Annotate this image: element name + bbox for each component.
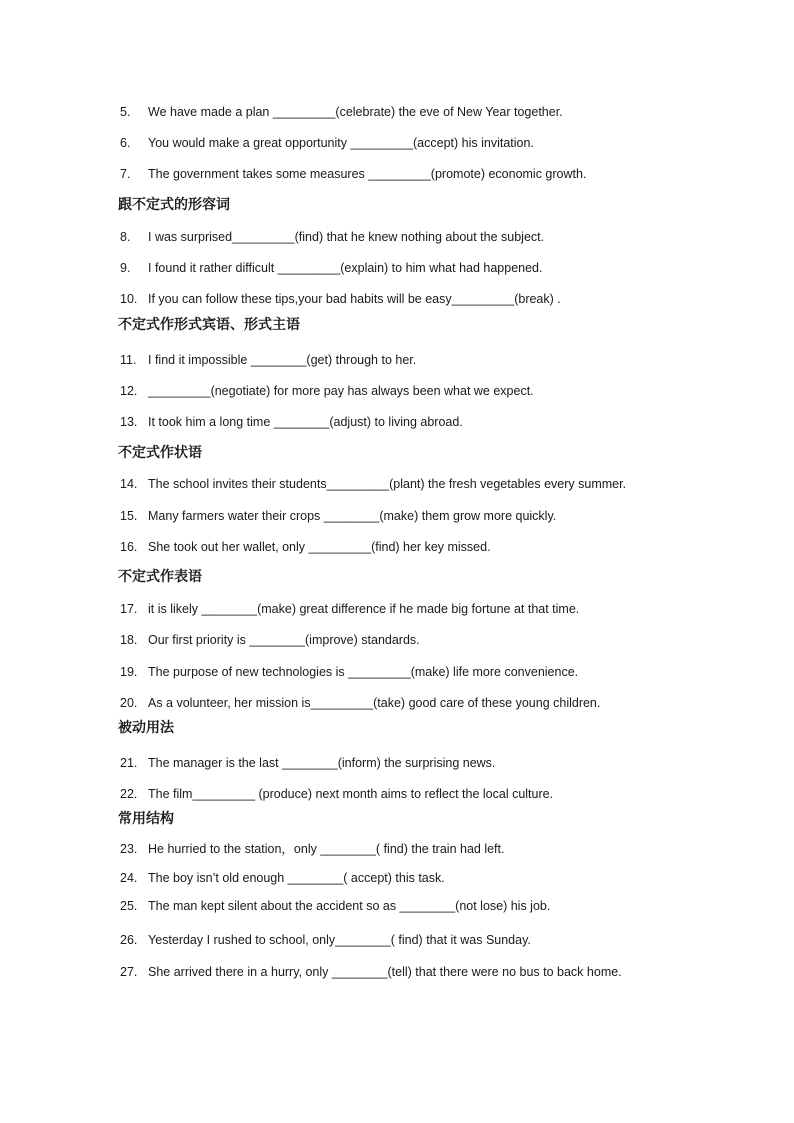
item-text: The film_________ (produce) next month aims to reflect the local culture. [148,787,554,801]
section-heading-common-structures: 常用结构 [118,811,174,827]
exercise-item-5 [120,104,563,120]
item-number: 24. [120,871,138,885]
item-text: The government takes some measures _________(promote) economic growth. [148,167,587,181]
exercise-item-19 [120,664,578,680]
item-text: I found it rather difficult _________(explain) to him what had happened. [148,261,543,275]
exercise-item-12 [120,383,534,399]
exercise-item-11 [120,352,416,368]
item-number: 13. [120,415,138,429]
exercise-item-25 [120,898,550,914]
item-number: 8. [120,230,131,244]
item-text: The manager is the last ________(inform) the surprising news. [148,756,496,770]
item-text: Many farmers water their crops ________(make) them grow more quickly. [148,509,557,523]
item-number: 12. [120,384,138,398]
item-number: 27. [120,965,138,979]
exercise-item-7 [120,166,586,182]
section-heading-adverbial: 不定式作状语 [118,445,202,461]
exercise-item-16 [120,539,491,555]
section-heading-predicative: 不定式作表语 [118,569,202,585]
item-number: 6. [120,136,131,150]
section-heading-formal-object-subject: 不定式作形式宾语、形式主语 [118,317,300,333]
item-number: 5. [120,105,131,119]
item-text: I find it impossible ________(get) through to her. [148,353,417,367]
exercise-item-9 [120,260,542,276]
item-text: You would make a great opportunity _________(accept) his invitation. [148,136,534,150]
item-text: It took him a long time ________(adjust) to living abroad. [148,415,463,429]
section-heading-adjectives: 跟不定式的形容词 [118,197,230,213]
item-number: 26. [120,933,138,947]
exercise-item-13 [120,414,463,430]
item-number: 14. [120,477,138,491]
item-number: 19. [120,665,138,679]
item-number: 11. [120,353,137,367]
section-heading-passive: 被动用法 [118,720,174,736]
item-text: The purpose of new technologies is _________(make) life more convenience. [148,665,579,679]
item-text: I was surprised_________(find) that he knew nothing about the subject. [148,230,545,244]
item-number: 17. [120,602,138,616]
item-number: 15. [120,509,138,523]
exercise-item-20 [120,695,600,711]
item-text: _________(negotiate) for more pay has always been what we expect. [148,384,534,398]
item-text: Our first priority is ________(improve) standards. [148,633,420,647]
exercise-item-6 [120,135,534,151]
item-text: The boy isn’t old enough ________( accept) this task. [148,871,445,885]
exercise-item-27 [120,964,622,980]
item-number: 18. [120,633,138,647]
item-text: We have made a plan _________(celebrate) the eve of New Year together. [148,105,563,119]
item-text: She arrived there in a hurry, only ________(tell) that there were no bus to back home. [148,965,622,979]
exercise-item-8 [120,229,544,245]
item-text: The man kept silent about the accident so as ________(not lose) his job. [148,899,551,913]
exercise-item-21 [120,755,495,771]
exercise-item-10 [120,291,561,307]
item-text: If you can follow these tips,your bad habits will be easy_________(break) . [148,292,561,306]
exercise-item-18 [120,632,420,648]
item-text: it is likely ________(make) great difference if he made big fortune at that time. [148,602,580,616]
exercise-item-17 [120,601,579,617]
item-number: 9. [120,261,131,275]
item-number: 10. [120,292,138,306]
item-number: 16. [120,540,138,554]
item-text: She took out her wallet, only _________(find) her key missed. [148,540,491,554]
exercise-item-24 [120,870,445,886]
exercise-item-26 [120,932,531,948]
exercise-item-23 [120,841,504,857]
item-number: 7. [120,167,131,181]
exercise-item-15 [120,508,556,524]
item-number: 21. [120,756,138,770]
item-number: 25. [120,899,138,913]
item-text: As a volunteer, her mission is_________(take) good care of these young children. [148,696,601,710]
item-text: The school invites their students_________(plant) the fresh vegetables every summer. [148,477,627,491]
exercise-item-14 [120,476,626,492]
item-text: Yesterday I rushed to school, only________( find) that it was Sunday. [148,933,531,947]
item-number: 22. [120,787,138,801]
item-number: 20. [120,696,138,710]
exercise-item-22 [120,786,553,802]
item-text: He hurried to the station，only ________( find) the train had left. [148,842,505,856]
item-number: 23. [120,842,138,856]
